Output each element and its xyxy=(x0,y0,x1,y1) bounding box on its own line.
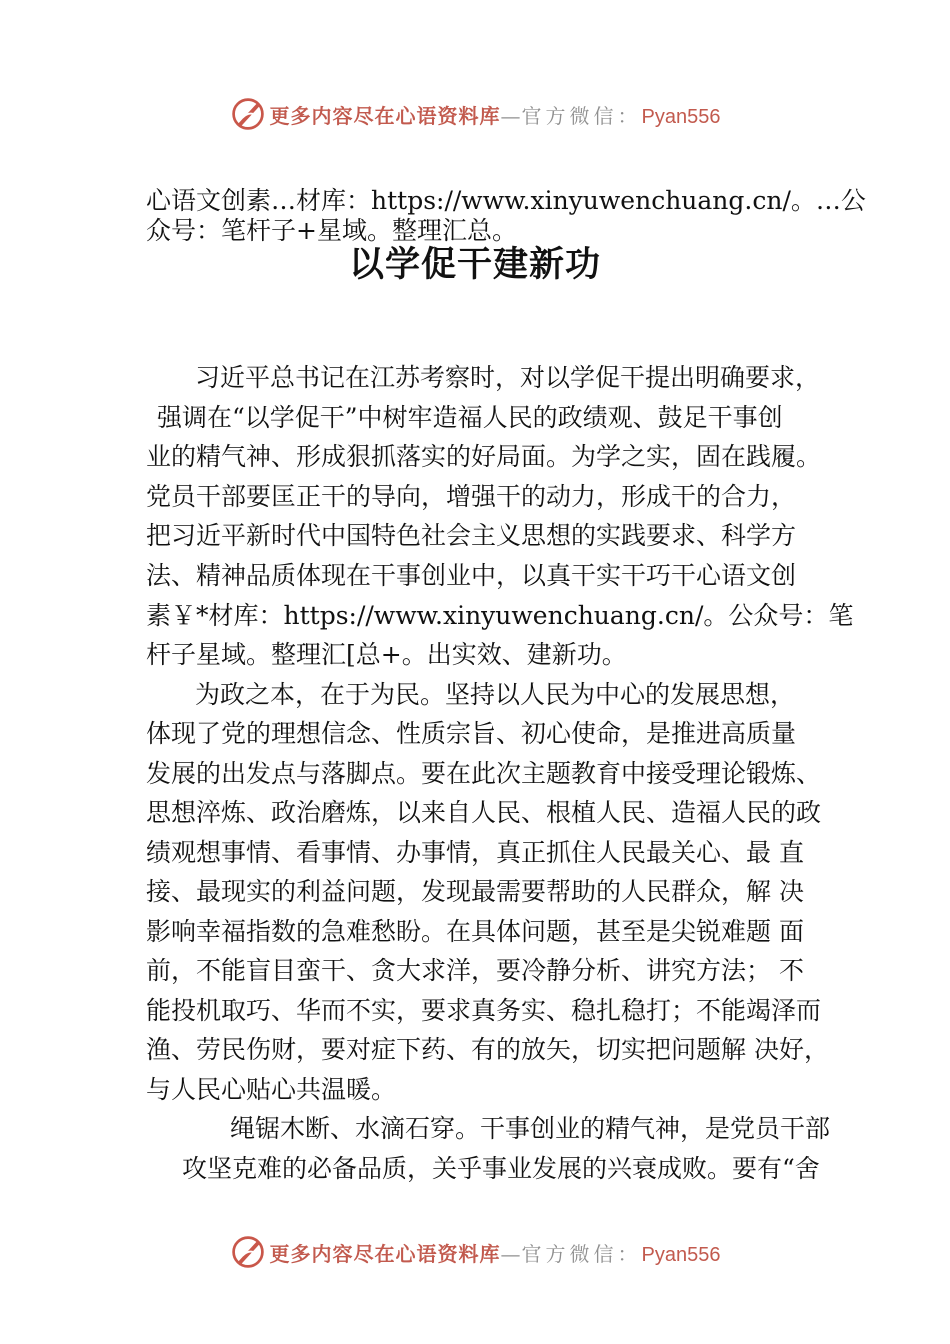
banner-wechat-id: Pyan556 xyxy=(641,105,721,128)
body-line: 法、精神品质体现在干事创业中，以真干实干巧干心语文创 xyxy=(146,561,797,590)
body-line: 党员干部要匡正干的导向，增强干的动力，形成干的合力， xyxy=(146,482,797,511)
body-line: 渔、劳民伤财，要对症下药、有的放矢，切实把问题解 决好， xyxy=(146,1035,829,1064)
banner-dash: — xyxy=(500,1241,522,1266)
body-line: 攻坚克难的必备品质，关乎事业发展的兴衰成败。要有“舍 xyxy=(182,1154,820,1183)
banner-wechat-label: 官方微信： xyxy=(521,1241,642,1266)
banner-wechat-id: Pyan556 xyxy=(641,1243,721,1266)
body-line: 习近平总书记在江苏考察时，对以学促干提出明确要求， xyxy=(195,363,821,392)
body-line: 绳锯木断、水滴石穿。干事创业的精气神，是党员干部 xyxy=(230,1114,831,1143)
body-line: 与人民心贴心共温暖。 xyxy=(146,1075,397,1104)
body-line: 体现了党的理想信念、性质宗旨、初心使命，是推进高质量 xyxy=(146,719,797,748)
footer-banner xyxy=(0,1230,950,1274)
header-banner xyxy=(0,92,950,136)
banner-text xyxy=(270,100,721,129)
body-line: 业的精气神、形成狠抓落实的好局面。为学之实，固在践履。 xyxy=(146,442,822,471)
body-line: 杆子星域。整理汇[总+。出实效、建新功。 xyxy=(146,640,627,669)
body-line: 把习近平新时代中国特色社会主义思想的实践要求、科学方 xyxy=(146,521,797,550)
banner-dash: — xyxy=(500,103,522,128)
source-note-line-1: 心语文创素…材库：https://www.xinyuwenchuang.cn/。…公 xyxy=(146,186,866,215)
banner-main-text: 更多内容尽在心语资料库 xyxy=(269,1241,501,1266)
banner-wechat-label: 官方微信： xyxy=(521,103,642,128)
banner-main-text: 更多内容尽在心语资料库 xyxy=(269,103,501,128)
body-line: 思想淬炼、政治磨炼，以来自人民、根植人民、造福人民的政 xyxy=(146,798,822,827)
body-line: 绩观想事情、看事情、办事情，真正抓住人民最关心、最 直 xyxy=(146,838,804,867)
body-line: 强调在“以学促干”中树牢造福人民的政绩观、鼓足干事创 xyxy=(157,403,783,432)
source-note-line-2: 众号：笔杆子+星域。整理汇总。 xyxy=(146,216,517,245)
body-line: 能投机取巧、华而不实，要求真务实、稳扎稳打；不能竭泽而 xyxy=(146,996,822,1025)
pen-logo-icon xyxy=(230,96,266,132)
banner-text xyxy=(270,1238,721,1267)
body-line: 为政之本，在于为民。坚持以人民为中心的发展思想， xyxy=(195,680,796,709)
body-line: 影响幸福指数的急难愁盼。在具体问题，甚至是尖锐难题 面 xyxy=(146,917,804,946)
body-line: 素￥*材库：https://www.xinyuwenchuang.cn/。公众号：笔 xyxy=(146,601,854,630)
document-title: 以学促干建新功 xyxy=(348,244,601,285)
body-line: 发展的出发点与落脚点。要在此次主题教育中接受理论锻炼、 xyxy=(146,759,822,788)
pen-logo-icon xyxy=(230,1234,266,1270)
body-line: 接、最现实的利益问题，发现最需要帮助的人民群众，解 决 xyxy=(146,877,804,906)
body-line: 前，不能盲目蛮干、贪大求洋，要冷静分析、讲究方法； 不 xyxy=(146,956,804,985)
